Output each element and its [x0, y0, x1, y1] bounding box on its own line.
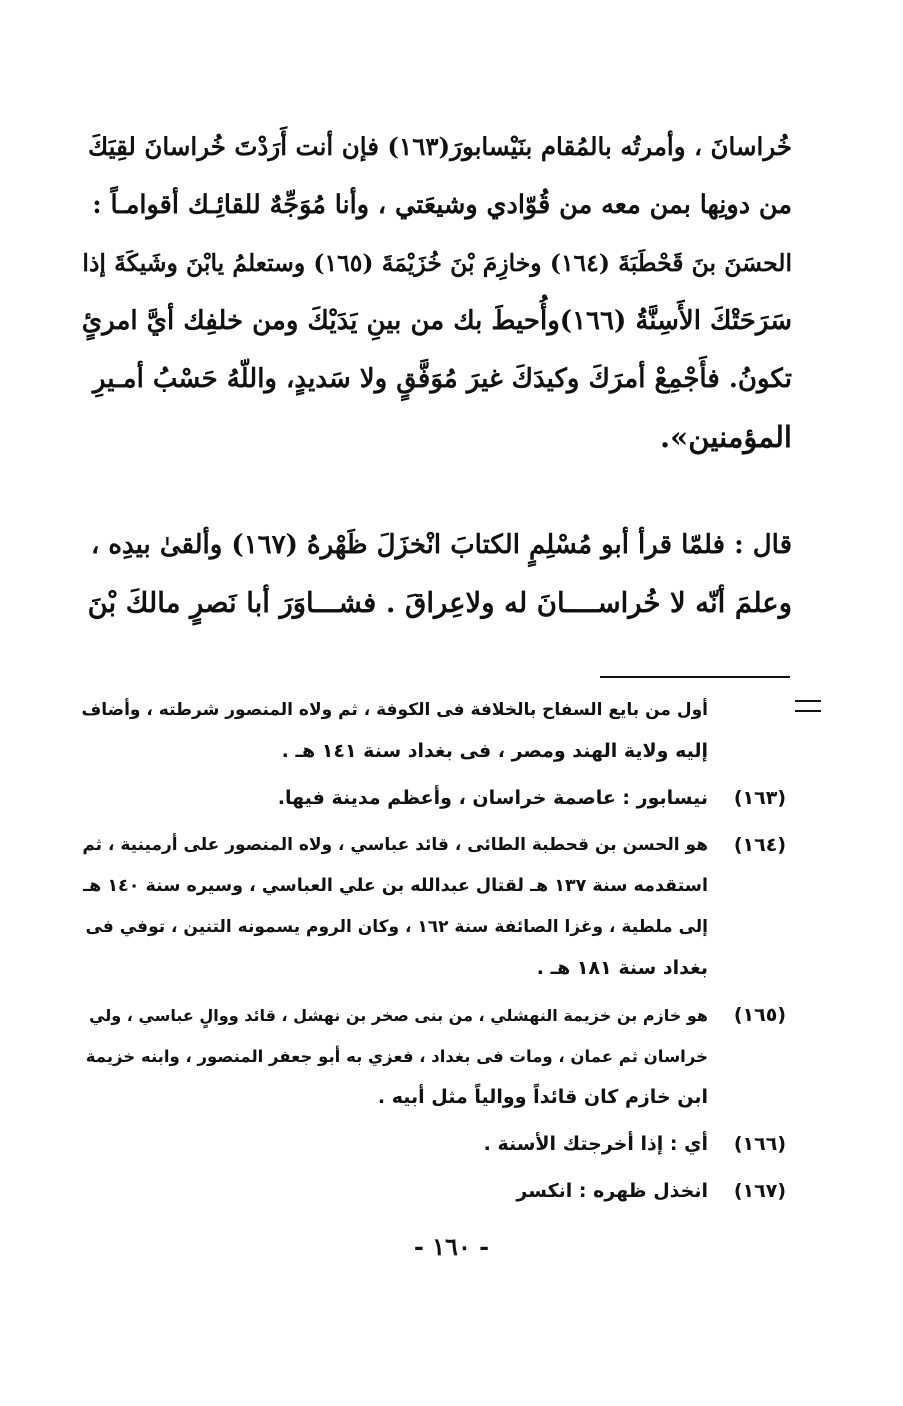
- text-line: خُراسانَ ، وأمرتُه بالمُقام بنَيْسابورَ(١٦٣) فإن أنت أَرَدْتَ خُراسانَ لقِيَكَ: [87, 132, 792, 161]
- footnotes-section: [80, 690, 786, 1218]
- footnote-164: [80, 825, 786, 989]
- footnote-text: [80, 778, 708, 819]
- footnote-text: [80, 1124, 708, 1165]
- main-paragraph: [80, 118, 792, 466]
- footnote-text: [80, 1171, 708, 1212]
- footnote-line: إليه ولاية الهند ومصر ، فى بغداد سنة ١٤١ هـ .: [281, 740, 708, 762]
- footnote-continued: [80, 690, 786, 772]
- text-line: المؤمنين».: [660, 420, 792, 454]
- footnote-continuation-mark: [795, 700, 821, 712]
- footnote-number: (١٦٣): [733, 787, 786, 809]
- footnote-167: [80, 1171, 786, 1212]
- text-line: سَرَحَتْكَ الأَسِنَّةُ (١٦٦)وأُحيطَ بك من بينِ يَدَيْكَ ومن خلفِك أيَّ امرئٍ: [81, 306, 792, 336]
- text-line: قال : فلمّا قرأ أبو مُسْلِمٍ الكتابَ انْخزَلَ ظَهْرهُ (١٦٧) وألقىٰ بيدِه ،: [90, 530, 792, 560]
- text-line: الحسَنَ بنَ قَحْطَبَةَ (١٦٤) وخازِمَ بْنَ خُزَيْمَةَ (١٦٥) وستعلمُ يابْنَ وشَيكَةَ إذا: [82, 249, 792, 277]
- footnote-line: نيسابور : عاصمة خراسان ، وأعظم مدينة فيها.: [277, 787, 708, 809]
- footnote-text: [80, 995, 708, 1118]
- footnote-text: [80, 690, 708, 772]
- text-line: تكونُ. فأَجْمِعْ أمرَكَ وكيدَكَ غيرَ مُوَفَّقٍ ولا سَديدٍ، واللّهُ حَسْبُ أمـيرِ: [92, 364, 792, 394]
- footnote-text: [80, 825, 708, 989]
- footnote-number: (١٦٧): [733, 1180, 786, 1202]
- footnote-line: خراسان ثم عمان ، ومات فى بغداد ، فعزي به أبو جعفر المنصور ، وابنه خزيمة: [85, 1047, 708, 1066]
- footnote-line: انخذل ظهره : انكسر: [516, 1180, 708, 1202]
- footnote-separator: [600, 676, 790, 678]
- footnote-number: (١٦٦): [733, 1133, 786, 1155]
- footnote-number: (١٦٥): [733, 1004, 786, 1026]
- footnote-line: أول من بايع السفاح بالخلافة فى الكوفة ، ثم ولاه المنصور شرطته ، وأضاف: [81, 700, 708, 720]
- footnote-line: هو الحسن بن قحطبة الطائى ، قائد عباسي ، ولاه المنصور على أرمينية ، ثم: [82, 835, 708, 855]
- footnote-163: [80, 778, 786, 819]
- footnote-line: أي : إذا أخرجتك الأسنة .: [483, 1133, 708, 1155]
- text-line: من دونِها بمن معه من قُوّادي وشيعَتي ، وأنا مُوَجِّهٌ للقائِـك أقوامـاً :: [92, 190, 792, 220]
- footnote-line: إلى ملطية ، وغزا الصائفة سنة ١٦٢ ، وكان الروم يسمونه التنين ، توفي فى: [85, 917, 708, 937]
- page-number: - ١٦٠ -: [413, 1232, 490, 1261]
- footnote-line: هو خازم بن خزيمة النهشلي ، من بنى صخر بن نهشل ، قائد ووالٍ عباسي ، ولي: [89, 1006, 708, 1025]
- footnote-165: [80, 995, 786, 1118]
- footnote-number: (١٦٤): [733, 834, 786, 856]
- second-paragraph: [80, 516, 792, 632]
- footnote-line: بغداد سنة ١٨١ هـ .: [536, 957, 708, 979]
- footnote-line: ابن خازم كان قائداً ووالياً مثل أبيه .: [377, 1086, 708, 1108]
- footnote-line: استقدمه سنة ١٣٧ هـ لقتال عبدالله بن علي العباسي ، وسيره سنة ١٤٠ هـ: [83, 876, 708, 896]
- text-line: وعلمَ أنّه لا خُراســــانَ له ولاعِراقَ . فشـــاوَرَ أبا نَصرٍ مالكَ بْنَ: [87, 587, 792, 619]
- footnote-166: [80, 1124, 786, 1165]
